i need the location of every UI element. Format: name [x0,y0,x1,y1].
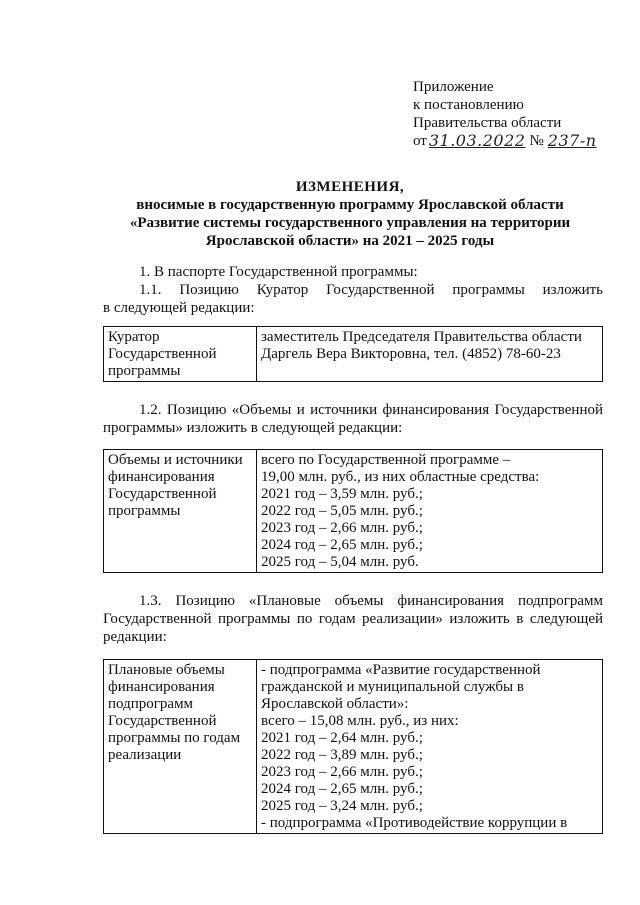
cell-text: 2022 год – 3,89 млн. руб.; [261,747,423,763]
cell-text: 2025 год – 5,04 млн. руб. [261,554,419,570]
cell-text: 2022 год – 5,05 млн. руб.; [261,503,423,519]
from-label: от [413,133,427,149]
cell-text: 2023 год – 2,66 млн. руб.; [261,520,423,536]
cell-text: Объемы и источники [108,452,243,468]
item-1-2-line-1: 1.2. Позицию «Объемы и источники финансирования Государственной [139,402,603,418]
appendix-date-number-row [413,132,618,150]
title-sub-3: Ярославской области» на 2021 – 2025 годы [205,233,495,249]
item-1-2 [103,401,603,437]
cell-text: 2024 год – 2,65 млн. руб.; [261,537,423,553]
table-value-cell [257,660,603,834]
cell-text: 2025 год – 3,24 млн. руб.; [261,798,423,814]
table-label-cell [104,450,257,573]
title-sub-1: вносимые в государственную программу Ярославской области [136,197,564,213]
cell-text: Государственной [108,713,217,729]
table-value-cell [257,327,603,382]
item-1-1-line-1: 1.1. Позицию Куратор Государственной программы изложить [139,282,603,298]
cell-text: финансирования [108,469,215,485]
item-1-3-line-2: Государственной программы по годам реализации» изложить в следующей [103,611,603,627]
item-1-1-line-2: в следующей редакции: [103,300,255,316]
table-row [104,327,603,382]
document-title [100,178,600,250]
cell-text: программы [108,503,181,519]
cell-text: заместитель Председателя Правительства области [261,329,582,345]
cell-text: 2023 год – 2,66 млн. руб.; [261,764,423,780]
cell-text: финансирования [108,679,215,695]
table-value-cell [257,450,603,573]
cell-text: 2021 год – 2,64 млн. руб.; [261,730,423,746]
cell-text: программы по годам [108,730,241,746]
cell-text: программы [108,363,181,379]
table-row [104,450,603,573]
table-row [104,660,603,834]
cell-text: - подпрограмма «Развитие государственной [261,662,541,678]
cell-text: всего – 15,08 млн. руб., из них: [261,713,459,729]
cell-text: - подпрограмма «Противодействие коррупции в [261,815,568,831]
number-label: № [529,133,544,149]
table-label-cell [104,327,257,382]
cell-text: Плановые объемы [108,662,225,678]
handwritten-number: 237-п [547,131,597,150]
appendix-line-1: Приложение [413,79,494,95]
appendix-block [413,78,618,150]
cell-text: 2024 год – 2,65 млн. руб.; [261,781,423,797]
cell-text: гражданской и муниципальной службы в [261,679,524,695]
item-1-3-line-3: редакции: [103,629,167,645]
table-subprogram-financing [103,659,603,834]
handwritten-date: 31.03.2022 [428,131,526,150]
table-label-cell [104,660,257,834]
cell-text: 2021 год – 3,59 млн. руб.; [261,486,423,502]
cell-text: Ярославской области»: [261,696,409,712]
appendix-line-2: к постановлению [413,97,524,113]
cell-text: Государственной [108,346,217,362]
item-1-3 [103,592,603,646]
cell-text: подпрограмм [108,696,194,712]
title-main: ИЗМЕНЕНИЯ, [295,179,405,195]
cell-text: Государственной [108,486,217,502]
cell-text: Даргель Вера Викторовна, тел. (4852) 78-60-23 [261,346,561,362]
table-financing [103,449,603,573]
cell-text: реализации [108,747,182,763]
cell-text: 19,00 млн. руб., из них областные средства: [261,469,540,485]
item-1-2-line-2: программы» изложить в следующей редакции: [103,420,403,436]
title-sub-2: «Развитие системы государственного управления на территории [129,215,571,231]
section-1 [103,263,603,317]
table-curator [103,326,603,382]
section-1-heading: 1. В паспорте Государственной программы: [139,264,418,280]
cell-text: Куратор [108,329,160,345]
cell-text: всего по Государственной программе – [261,452,511,468]
appendix-line-3: Правительства области [413,115,562,131]
item-1-3-line-1: 1.3. Позицию «Плановые объемы финансирования подпрограмм [139,593,603,609]
